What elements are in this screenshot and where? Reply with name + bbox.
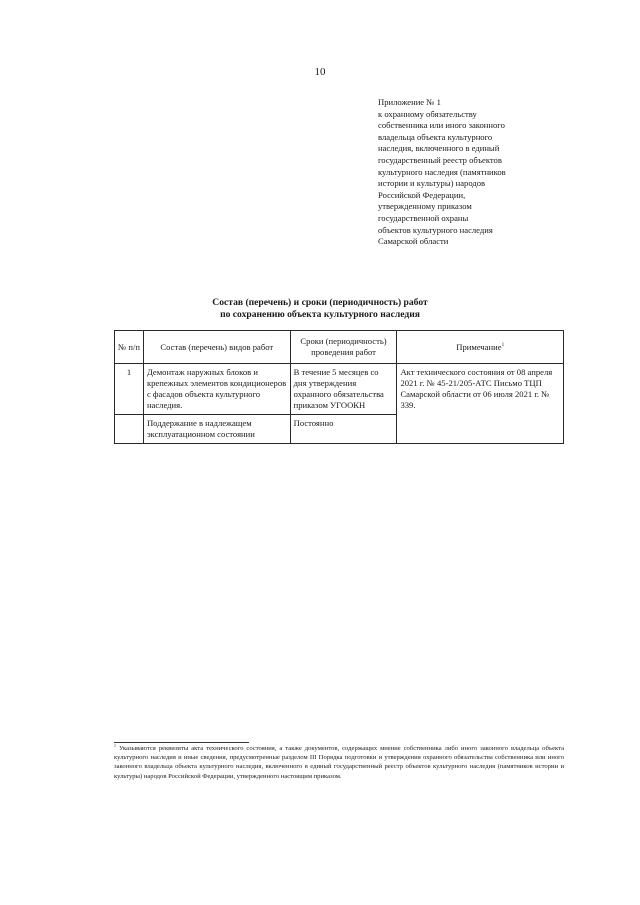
table-header-row	[115, 331, 564, 364]
header-term: Сроки (периодичность) проведения работ	[290, 331, 397, 364]
row-num	[115, 415, 144, 444]
title-line-2: по сохранению объекта культурного наследия	[220, 309, 420, 320]
header-work: Состав (перечень) видов работ	[143, 331, 290, 364]
table-row	[115, 364, 564, 415]
appendix-line: истории и культуры) народов	[378, 178, 486, 189]
appendix-line: объектов культурного наследия	[378, 224, 493, 235]
row-work: Демонтаж наружных блоков и крепежных элементов кондиционеров с фасадов объекта культурного наследия.	[143, 364, 290, 415]
document-title	[0, 297, 640, 321]
row-term: Постоянно	[290, 415, 397, 444]
row-work: Поддержание в надлежащем эксплуатационном состоянии	[143, 415, 290, 444]
appendix-line: наследия, включенного в единый	[378, 143, 500, 154]
footnote-mark: 1	[114, 742, 116, 748]
appendix-line: утвержденному приказом	[378, 201, 472, 212]
appendix-line: владельца объекта культурного	[378, 131, 493, 142]
header-note-label: Примечание	[456, 341, 502, 352]
appendix-line: государственный реестр объектов	[378, 154, 502, 165]
row-num: 1	[115, 364, 144, 415]
appendix-line: Российской Федерации,	[378, 189, 466, 200]
header-num: № п/п	[115, 331, 144, 364]
appendix-line: к охранному обязательству	[378, 108, 477, 119]
footnote-divider	[114, 742, 249, 743]
footnote	[114, 744, 564, 781]
footnote-text: Указываются реквизиты акта технического состояния, а также документов, содержащих мнение собственника либо иного законного владельца объекта культурного наследия и иные сведения, предусмотренные разделом III Порядка подготовки и утверждения охранного обязательства собственника или иного законного владельца объекта культурного наследия, включенного в единый государственный реестр объектов культурного наследия (памятников истории и культуры) народов Российской Федерации, утвержденного настоящим приказом.	[114, 745, 565, 780]
title-line-1: Состав (перечень) и сроки (периодичность) работ	[212, 297, 428, 308]
appendix-line: государственной охраны	[378, 212, 469, 223]
appendix-line: Приложение № 1	[378, 97, 441, 107]
appendix-block	[378, 97, 578, 248]
appendix-line: культурного наследия (памятников	[378, 166, 506, 177]
page-number: 10	[314, 66, 326, 78]
row-term: В течение 5 месяцев со дня утверждения охранного обязательства приказом УГООКН	[290, 364, 397, 415]
row-note: Акт технического состояния от 08 апреля 2021 г. № 45-21/205-АТС Письмо ТЦП Самарской области от 06 июля 2021 г. № 339.	[397, 364, 564, 444]
header-note	[397, 331, 564, 364]
appendix-line: Самарской области	[378, 236, 449, 247]
appendix-line: собственника или иного законного	[378, 120, 505, 131]
works-table	[114, 330, 564, 444]
header-note-footnote-mark: 1	[501, 341, 505, 348]
